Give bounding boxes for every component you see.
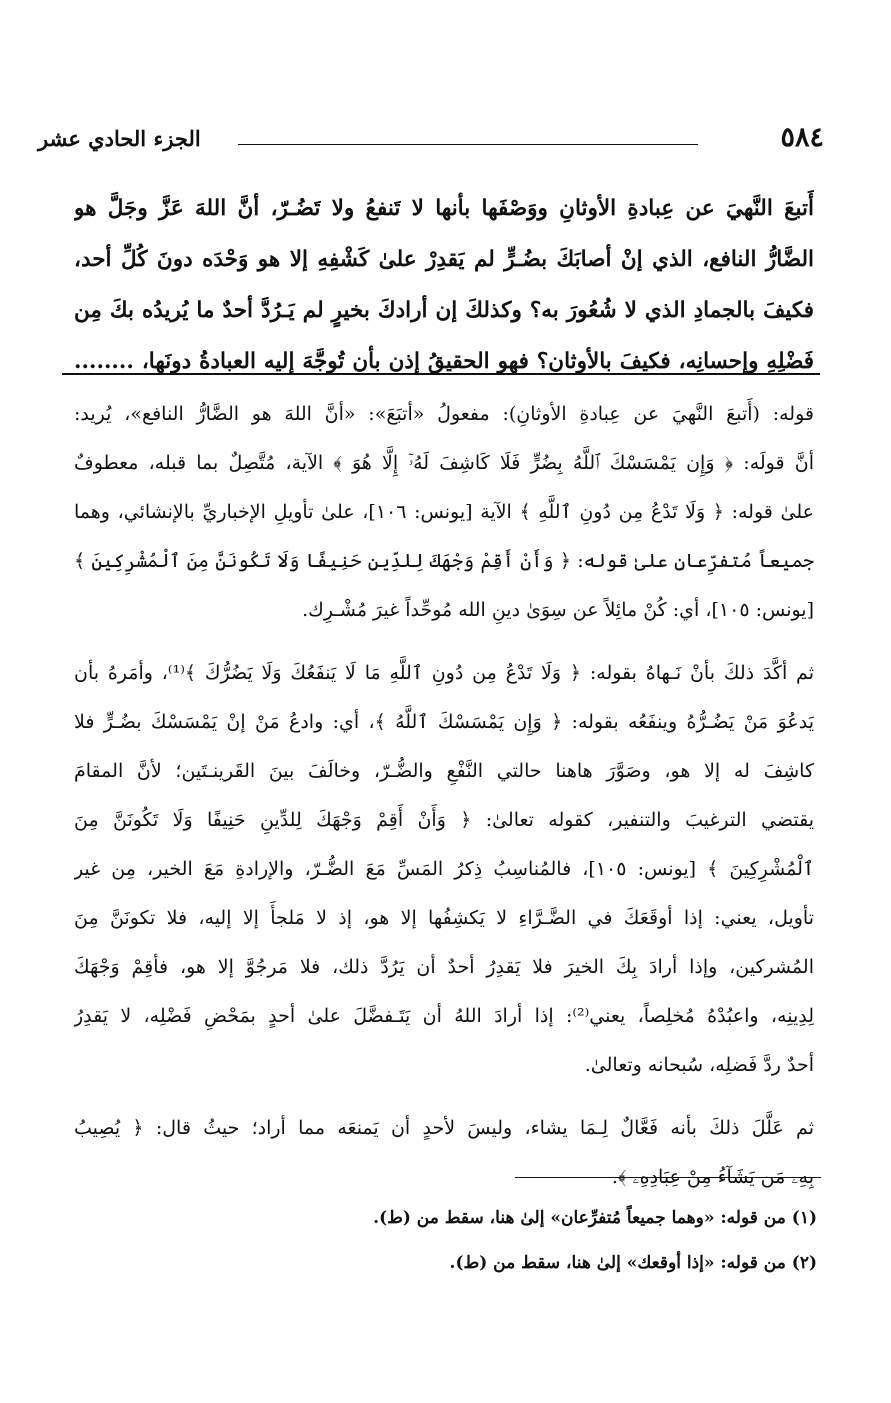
commentary-line: يَدعُوَ مَنْ يَضُـرُّهُ وينفَعُه بقوله: ﴿ وَإِن يَمْسَسْكَ ٱللَّهُ ﴾، أي: وادعُ مَنْ إنْ يَمْسَسْكَ بضُـرٍّ فلا [74, 711, 814, 733]
commentary-line: المُشركين، وإذا أرادَ بِكَ الخيرَ فلا يَقدِرُ أحدٌ أن يَرُدَّ ذلك، فلا مَرجُوَّ إلا هو، فأقِمْ وَجْهَكَ [74, 956, 814, 978]
commentary-line: قوله: (أَتبعَ النَّهيَ عن عِبادةِ الأوثانِ): مفعولُ «أتبَعَ»: «أنَّ اللهَ هو الضَّارُّ النافع»، يُريد: [74, 403, 814, 425]
main-text-line: فَضْلِهِ وإحسانِه، فكيفَ بالأوثان؟ فهو الحقيقُ إذن بأن تُوجَّهَ إليه العبادةُ دونَها، ........ [74, 349, 814, 374]
commentary-paragraph-3 [74, 1104, 814, 1202]
footnote-rule [515, 1177, 821, 1178]
page-header [38, 122, 824, 166]
commentary-line: أحدٌ ردَّ فَضلِه، سُبحانه وتعالىٰ. [584, 1054, 814, 1076]
commentary-line: جميعاً مُتفرِّعانِ علىٰ قوله: ﴿ وَأَنْ أَقِمْ وَجْهَكَ لِلدِّينِ حَنِيفًا وَلَا تَكُونَنَّ مِنَ ٱلْمُشْرِكِينَ ﴾ [74, 550, 814, 572]
commentary-line: بِهِۦ مَن يَشَآءُ مِنْ عِبَادِهِۦ ﴾. [611, 1166, 814, 1188]
main-text-line: الضَّارُّ النافع، الذي إنْ أصابَكَ بضُـرٍّ لم يَقدِرْ علىٰ كَشْفِهِ إلا هو وَحْدَه دونَ كُلِّ أحد، [74, 247, 814, 272]
commentary-line: كاشِفَ له إلا هو، وصَوَّرَ هاهنا حالتي النَّفْعِ والضُّـرّ، وخالَفَ بينَ القَرينـتَين؛ لأنَّ المقامَ [74, 760, 814, 782]
commentary-line: ٱلْمُشْرِكِينَ ﴾ [يونس: ١٠٥]، فالمُناسِبُ ذِكرُ المَسِّ مَعَ الضُّـرّ، والإرادةِ مَعَ الخير، مِن غير [74, 858, 814, 880]
commentary-line: علىٰ قوله: ﴿ وَلَا تَدْعُ مِن دُونِ ٱللَّهِ ﴾ الآية [يونس: ١٠٦]، علىٰ تأويلِ الإخباريِّ بالإنشائي، وهما [74, 501, 814, 523]
page-number: ٥٨٤ [780, 122, 824, 153]
footnote-2: (٢) من قوله: «إذا أوقعك» إلىٰ هنا، سقط من (ط). [449, 1253, 817, 1273]
main-text [74, 183, 814, 387]
main-text-line: فكيفَ بالجمادِ الذي لا شُعُورَ به؟ وكذلكَ إن أرادكَ بخيرٍ لم يَـرُدَّ أحدٌ ما يُريدُه بكَ مِن [74, 298, 814, 323]
commentary-line: لِدِينِه، واعبُدْهُ مُخلِصاً، يعني⁽²⁾: إذا أرادَ اللهُ أن يَتَـفضَّلَ علىٰ أحدٍ بمَحْضِ فَضْلِه، لا يَقدِرُ [74, 1005, 814, 1027]
footnote-1: (١) من قوله: «وهما جميعاً مُتفرِّعان» إلىٰ هنا، سقط من (ط). [373, 1208, 817, 1228]
commentary [74, 390, 814, 1202]
running-title: الجزء الحادي عشر [38, 126, 201, 151]
header-rule [238, 144, 698, 145]
commentary-line: يقتضي الترغيبَ والتنفير، كقوله تعالىٰ: ﴿ وَأَنْ أَقِمْ وَجْهَكَ لِلدِّينِ حَنِيفًا وَلَا تَكُونَنَّ مِنَ [74, 809, 814, 831]
commentary-line: تأويل، يعني: إذا أوقَعَكَ في الضَّـرَّاءِ لا يَكشِفُها إلا هو، إذ لا مَلجأَ إلا إليه، فلا تكونَنَّ مِنَ [74, 907, 814, 929]
footnotes [373, 1196, 817, 1286]
commentary-line: [يونس: ١٠٥]، أي: كُنْ مائِلاً عن سِوَىٰ دينِ الله مُوحِّداً غيرَ مُشْـرِك. [302, 599, 814, 621]
main-text-line: أَتبعَ النَّهيَ عن عِبادةِ الأوثانِ ووَصْفَها بأنها لا تَنفعُ ولا تَضُـرّ، أنَّ اللهَ عَزَّ وجَلَّ هو [74, 196, 814, 221]
commentary-paragraph-1 [74, 390, 814, 635]
commentary-line: ثم عَلَّلَ ذلكَ بأنه فَعَّالٌ لِـمَا يشاء، وليسَ لأحدٍ أن يَمنعَه مما أراد؛ حيثُ قال: ﴿ يُصِيبُ [74, 1117, 814, 1139]
commentary-paragraph-2 [74, 649, 814, 1090]
section-divider [62, 373, 820, 375]
commentary-line: أنَّ قولَه: ﴿ وَإِن يَمْسَسْكَ ٱللَّهُ بِضُرٍّ فَلَا كَاشِفَ لَهُۥٓ إِلَّا هُوَ ﴾ الآية، مُتَّصِلٌ بما قبله، معطوفٌ [74, 452, 814, 474]
commentary-line: ثم أكَّدَ ذلكَ بأنْ نَـهاهُ بقوله: ﴿ وَلَا تَدْعُ مِن دُونِ ٱللَّهِ مَا لَا يَنفَعُكَ وَلَا يَضُرُّكَ ﴾⁽¹⁾، وأمَرهُ بأن [74, 662, 814, 684]
